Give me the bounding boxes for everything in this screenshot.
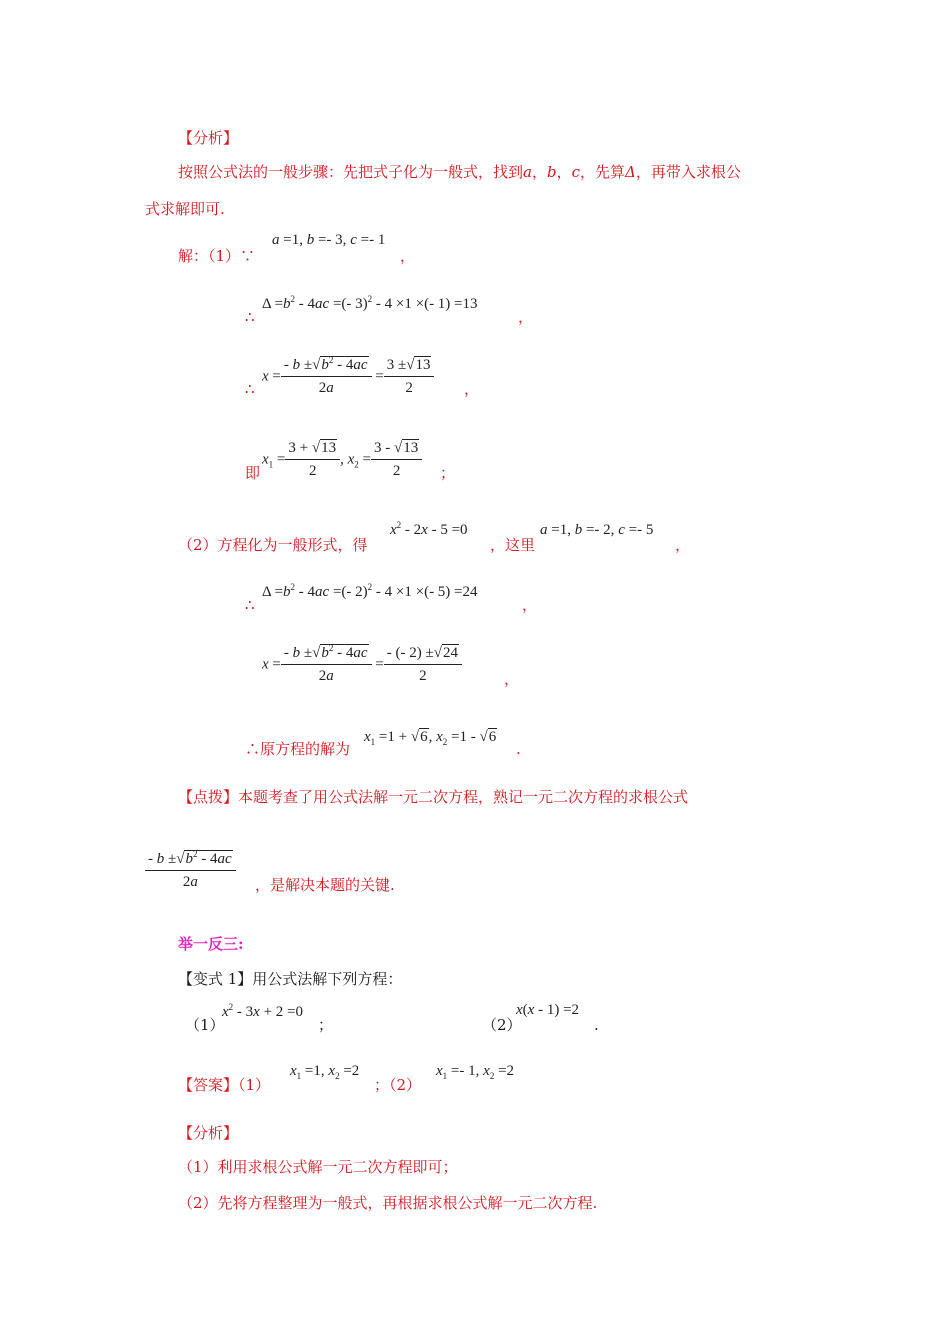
coefficients-1: a =1, b =- 3, c =- 1	[272, 232, 386, 248]
comma-6: ，	[504, 670, 520, 688]
comma-2: ，	[518, 308, 534, 326]
therefore-2: ∴	[245, 380, 255, 398]
comma-4: ，	[675, 536, 691, 554]
original-solution-label: ∴原方程的解为	[245, 740, 351, 758]
q2-label: （2）	[482, 1016, 522, 1034]
final-roots: $x_1 =1 + √6$, $x_2 =1 - √6$	[364, 729, 497, 747]
period-1: .	[516, 740, 521, 758]
q2-period: .	[594, 1016, 599, 1034]
root-formula-1: x = $\frac{- b \pm√b^2 - 4ac}{2a}$ = $\frac{3 \pm√13}{2}$	[262, 358, 434, 396]
answer-separator: ；（2）	[374, 1076, 422, 1094]
discriminant-2: $\Delta =b^2 - 4ac$ =(- 2)$^2$ - 4 ×1 ×(- 5) =24	[262, 582, 478, 600]
coefficients-2: a =1, b =- 2, c =- 5	[540, 522, 654, 538]
tip-header: 【点拨】	[178, 788, 239, 806]
variant-label: 【变式 1】用公式法解下列方程：	[178, 970, 403, 988]
therefore-3: ∴	[245, 596, 255, 614]
comma-3: ，	[464, 380, 480, 398]
analysis-header: 【分析】	[178, 129, 239, 147]
tip-text: 本题考查了用公式法解一元二次方程，熟记一元二次方程的求根公式	[238, 788, 689, 806]
analysis2-line-2: （2）先将方程整理为一般式，再根据求根公式解一元二次方程.	[178, 1194, 598, 1212]
root-formula-2: x = $\frac{- b \pm√b^2 - 4ac}{2a}$ = $\frac{- (- 2) \pm√24}{2}$	[262, 646, 462, 684]
q2-equation: x(x - 1) =2	[516, 1002, 580, 1018]
roots-1: $x_1$ = $\frac{3 + √13}{2}$ , $x_2$ = $\frac{3 - √13}{2}$	[262, 441, 422, 479]
analysis-line-2: 式求解即可.	[145, 200, 225, 218]
discriminant-1: $\Delta =b^2 - 4ac$ =(- 3)$^2$ - 4 ×1 ×(- 1) =13	[262, 294, 478, 312]
part2-intro: （2）方程化为一般形式，得	[178, 536, 368, 554]
general-form-2: $x^2 - 2x - 5 =0$	[390, 520, 468, 538]
answer-1: $x_1 =1$, $x_2 =2$	[290, 1063, 360, 1081]
comma-1: ，	[400, 247, 416, 265]
q1-label: （1）	[185, 1016, 225, 1034]
comma-5: ，	[522, 596, 538, 614]
analysis2-line-1: （1）利用求根公式解一元二次方程即可；	[178, 1158, 458, 1176]
q1-equation: $x^2 - 3x + 2 =0$	[222, 1002, 304, 1020]
tip-line	[178, 790, 688, 805]
semicolon-1: ；	[440, 464, 456, 482]
section-title: 举一反三:	[178, 935, 244, 953]
tip-root-formula: $\frac{- b \pm√b^2 - 4ac}{2a}$	[145, 852, 236, 890]
q1-semicolon: ；	[318, 1016, 334, 1034]
solution-label: 解：（1）∵	[178, 247, 256, 265]
ji-label: 即	[245, 464, 261, 482]
answer-2: $x_1 =- 1$, $x_2 =2$	[436, 1063, 515, 1081]
therefore-1: ∴	[245, 308, 255, 326]
analysis-line-1: 按照公式法的一般步骤：先把式子化为一般式，找到a，b，c，先算Δ，再带入求根公	[178, 163, 741, 181]
part2-here: ，这里	[490, 536, 536, 554]
answer-label: 【答案】（1）	[178, 1076, 271, 1094]
tip-tail: ，是解决本题的关键.	[255, 876, 395, 894]
analysis2-header: 【分析】	[178, 1124, 239, 1142]
